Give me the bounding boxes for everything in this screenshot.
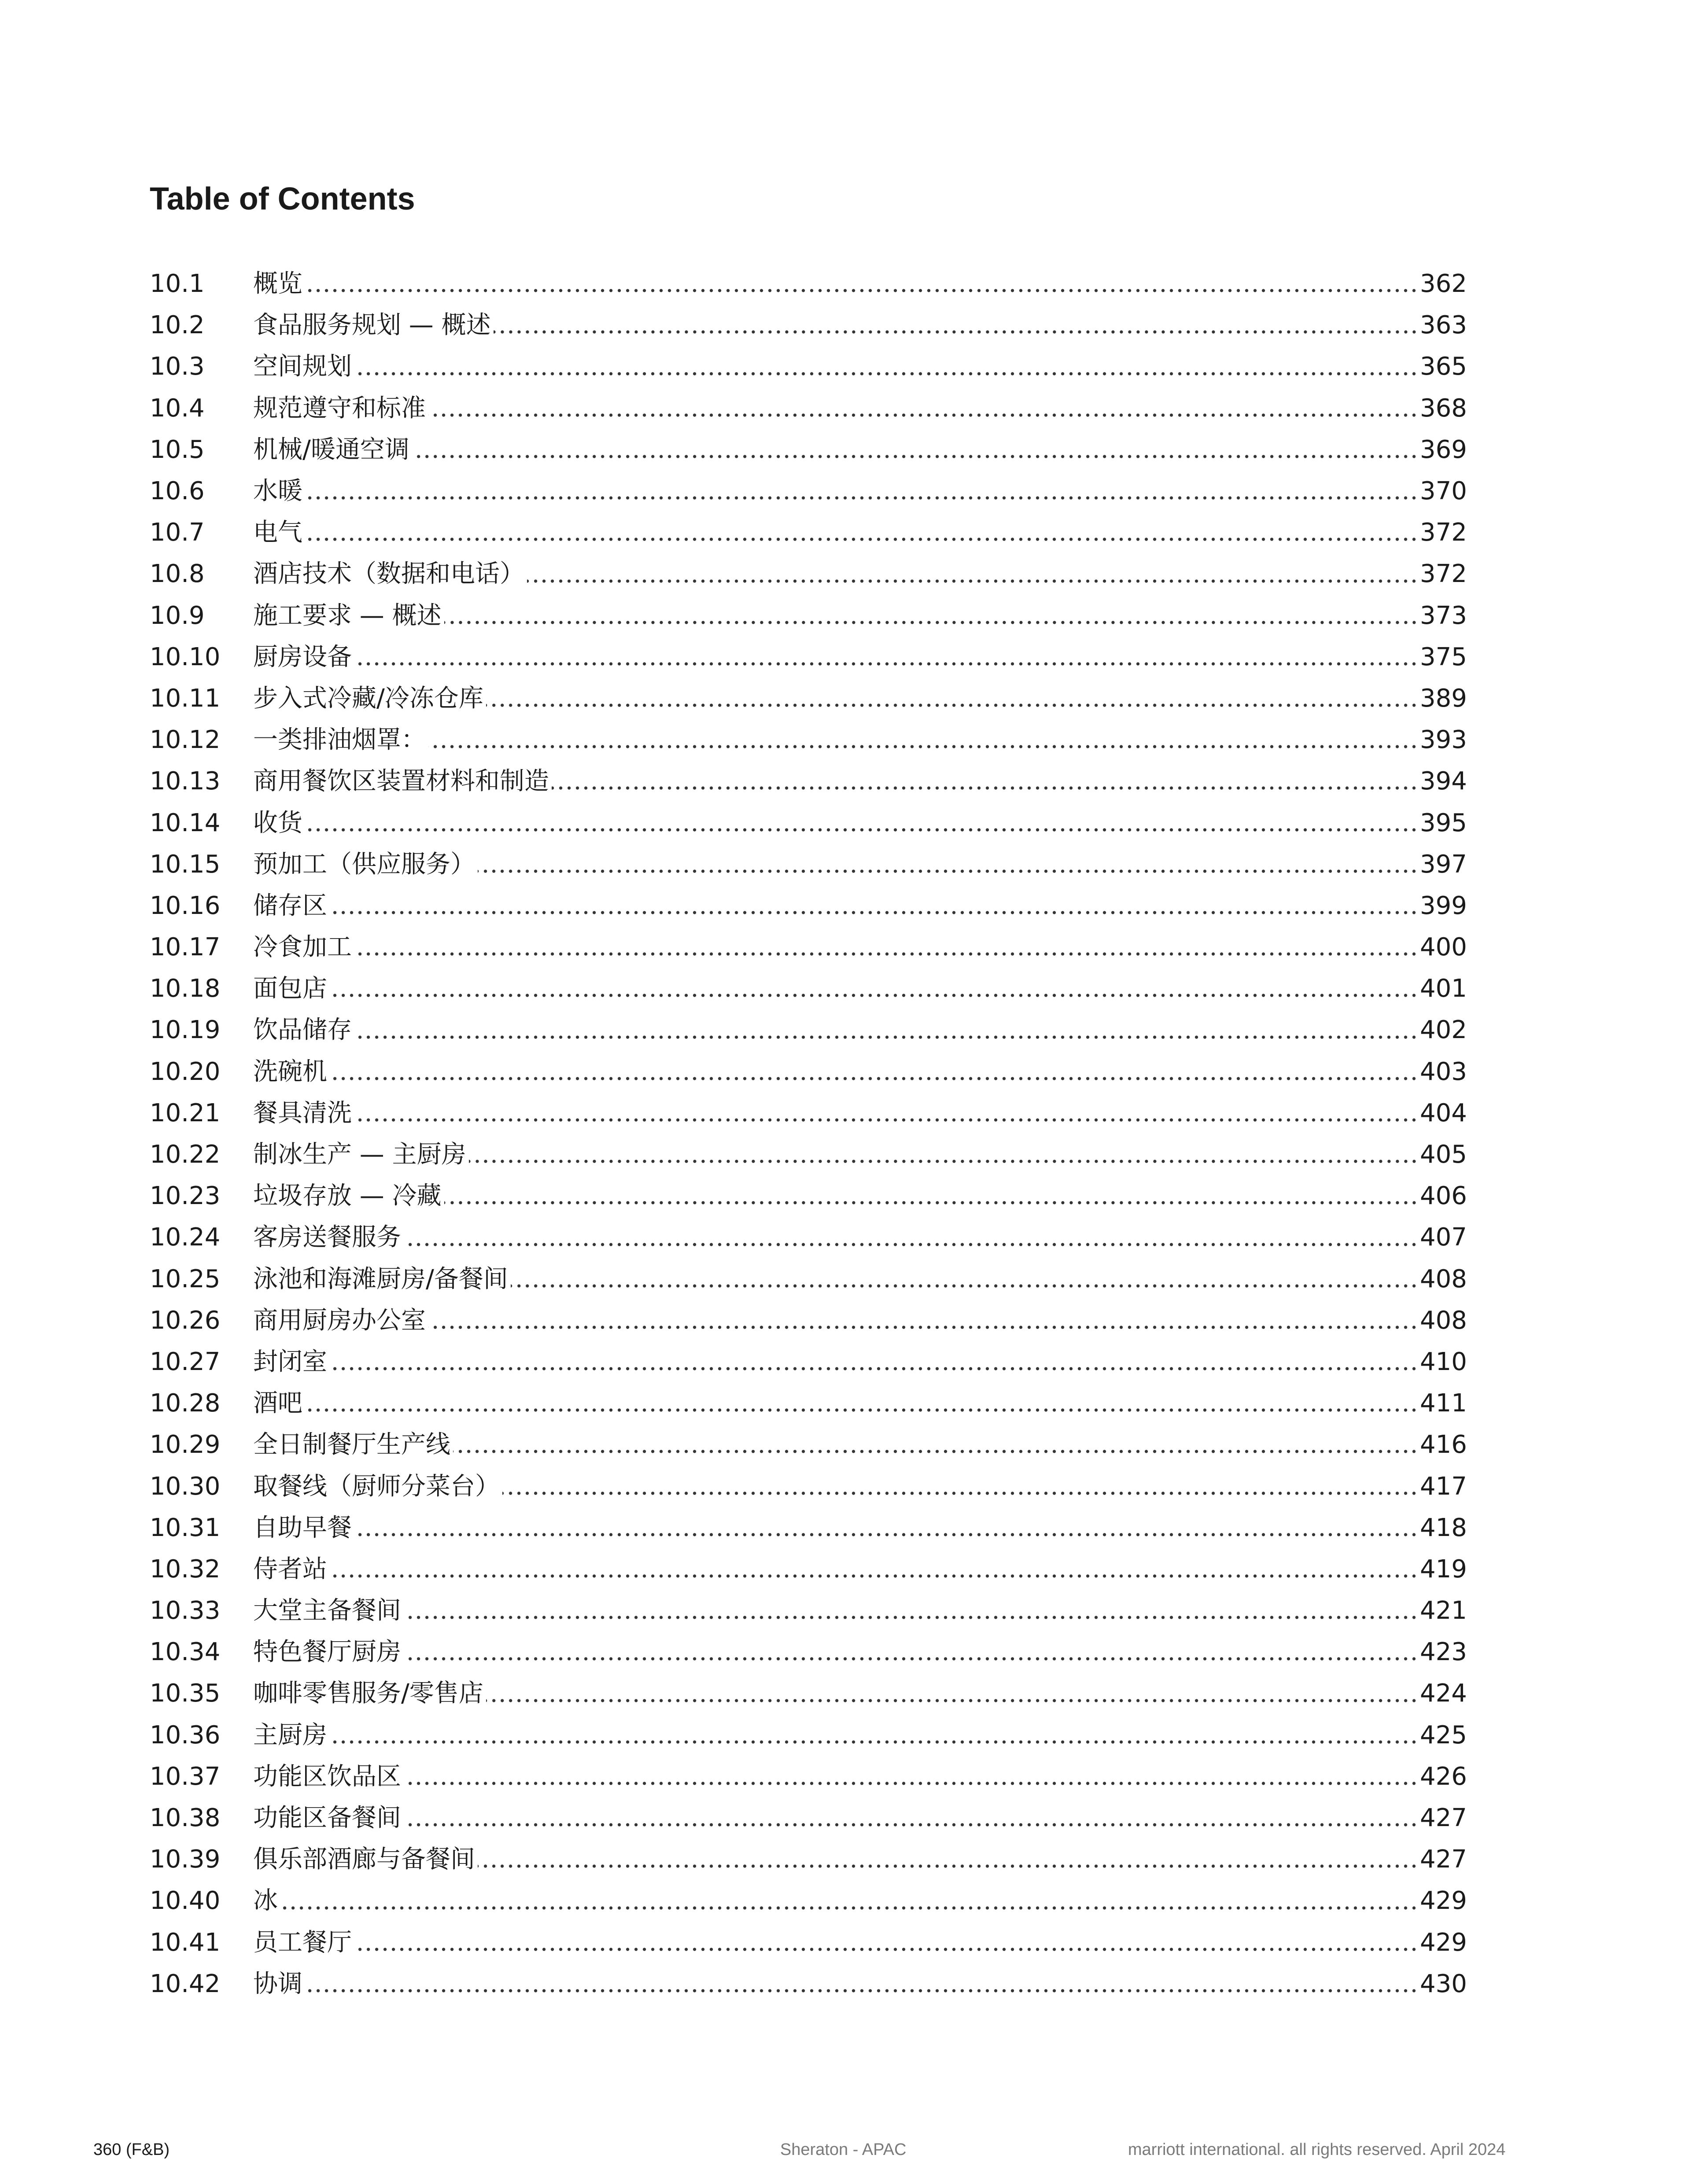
toc-entry-label: 餐具清洗 bbox=[253, 1098, 352, 1127]
toc-entry-page: 425 bbox=[1420, 1720, 1467, 1749]
dot-leader bbox=[486, 1698, 1418, 1703]
toc-entry-number: 10.39 bbox=[150, 1845, 221, 1874]
toc-entry-number: 10.16 bbox=[150, 891, 221, 920]
dot-leader bbox=[486, 703, 1418, 708]
toc-entry[interactable] bbox=[150, 346, 1467, 387]
dot-leader bbox=[354, 1035, 1418, 1040]
toc-entry-label: 垃圾存放 — 冷藏 bbox=[253, 1182, 442, 1211]
toc-entry-label: 全日制餐厅生产线 bbox=[253, 1430, 450, 1459]
toc-entry-label: 机械/暖通空调 bbox=[253, 435, 409, 464]
toc-entry-number: 10.7 bbox=[150, 518, 205, 547]
toc-entry-page: 363 bbox=[1420, 311, 1467, 340]
toc-entry-label: 咖啡零售服务/零售店 bbox=[253, 1679, 483, 1708]
toc-entry-label: 商用厨房办公室 bbox=[253, 1306, 426, 1335]
toc-entry-page: 418 bbox=[1420, 1513, 1467, 1542]
dot-leader bbox=[404, 1656, 1418, 1661]
toc-entry-number: 10.30 bbox=[150, 1472, 221, 1501]
toc-entry-label: 储存区 bbox=[253, 891, 327, 920]
toc-entry[interactable] bbox=[150, 1756, 1467, 1797]
toc-entry-label: 规范遵守和标准 bbox=[253, 394, 426, 423]
toc-entry-number: 10.37 bbox=[150, 1762, 221, 1791]
toc-entry-page: 401 bbox=[1420, 974, 1467, 1003]
toc-entry-number: 10.10 bbox=[150, 642, 221, 671]
toc-entry-label: 功能区饮品区 bbox=[253, 1762, 401, 1791]
dot-leader bbox=[404, 1615, 1418, 1620]
toc-entry[interactable] bbox=[150, 885, 1467, 927]
dot-leader bbox=[412, 454, 1418, 459]
toc-entry[interactable] bbox=[150, 1217, 1467, 1258]
toc-entry-page: 417 bbox=[1420, 1472, 1467, 1501]
toc-entry[interactable] bbox=[150, 844, 1467, 885]
toc-entry-number: 10.3 bbox=[150, 352, 205, 381]
toc-entry[interactable] bbox=[150, 1922, 1467, 1963]
toc-entry-label: 冰 bbox=[253, 1886, 278, 1915]
dot-leader bbox=[404, 1822, 1418, 1827]
toc-entry-number: 10.33 bbox=[150, 1596, 221, 1625]
toc-entry-number: 10.19 bbox=[150, 1016, 221, 1045]
toc-entry[interactable] bbox=[150, 719, 1467, 761]
dot-leader bbox=[428, 1325, 1418, 1330]
toc-entry-page: 424 bbox=[1420, 1679, 1467, 1708]
toc-entry-number: 10.32 bbox=[150, 1554, 221, 1584]
toc-entry-label: 一类排油烟罩： bbox=[253, 726, 426, 755]
toc-entry-page: 410 bbox=[1420, 1347, 1467, 1376]
toc-entry-page: 368 bbox=[1420, 394, 1467, 423]
dot-leader bbox=[330, 1366, 1418, 1371]
dot-leader bbox=[478, 1864, 1418, 1869]
toc-entry-page: 429 bbox=[1420, 1886, 1467, 1915]
toc-entry-page: 405 bbox=[1420, 1140, 1467, 1169]
toc-entry-page: 399 bbox=[1420, 891, 1467, 920]
toc-entry[interactable] bbox=[150, 1009, 1467, 1051]
dot-leader bbox=[305, 495, 1418, 501]
toc-entry-page: 400 bbox=[1420, 933, 1467, 962]
toc-entry[interactable] bbox=[150, 1839, 1467, 1880]
toc-entry-number: 10.6 bbox=[150, 477, 205, 506]
toc-entry-label: 功能区备餐间 bbox=[253, 1804, 401, 1833]
toc-entry-number: 10.29 bbox=[150, 1430, 221, 1459]
dot-leader bbox=[511, 1283, 1418, 1289]
toc-entry-number: 10.31 bbox=[150, 1513, 221, 1542]
toc-entry[interactable] bbox=[150, 553, 1467, 595]
toc-entry-page: 423 bbox=[1420, 1638, 1467, 1667]
dot-leader bbox=[354, 1947, 1418, 1952]
toc-entry[interactable] bbox=[150, 1175, 1467, 1217]
toc-entry-label: 自助早餐 bbox=[253, 1513, 352, 1542]
toc-entry-label: 预加工（供应服务） bbox=[253, 850, 475, 879]
toc-entry-page: 372 bbox=[1420, 560, 1467, 589]
toc-entry-label: 酒店技术（数据和电话） bbox=[253, 560, 524, 589]
dot-leader bbox=[494, 329, 1419, 335]
toc-entry-number: 10.20 bbox=[150, 1057, 221, 1086]
toc-entry-number: 10.8 bbox=[150, 560, 205, 589]
toc-entry[interactable] bbox=[150, 637, 1467, 678]
toc-entry-number: 10.40 bbox=[150, 1886, 221, 1915]
toc-entry[interactable] bbox=[150, 1590, 1467, 1632]
toc-entry-label: 电气 bbox=[253, 518, 302, 547]
dot-leader bbox=[305, 1407, 1418, 1413]
toc-entry-page: 397 bbox=[1420, 850, 1467, 879]
dot-leader bbox=[330, 1076, 1418, 1081]
toc-entry-page: 427 bbox=[1420, 1804, 1467, 1833]
dot-leader bbox=[404, 1242, 1418, 1247]
toc-entry-number: 10.14 bbox=[150, 808, 221, 837]
toc-entry[interactable] bbox=[150, 1466, 1467, 1507]
toc-entry-page: 427 bbox=[1420, 1845, 1467, 1874]
toc-entry-label: 特色餐厅厨房 bbox=[253, 1638, 401, 1667]
dot-leader bbox=[305, 827, 1418, 832]
toc-entry[interactable] bbox=[150, 927, 1467, 968]
toc-entry-label: 厨房设备 bbox=[253, 642, 352, 671]
toc-entry-page: 393 bbox=[1420, 726, 1467, 755]
toc-entry-label: 空间规划 bbox=[253, 352, 352, 381]
toc-entry-number: 10.11 bbox=[150, 684, 221, 713]
toc-entry[interactable] bbox=[150, 1424, 1467, 1466]
toc-entry-number: 10.23 bbox=[150, 1182, 221, 1211]
toc-entry[interactable] bbox=[150, 1715, 1467, 1756]
dot-leader bbox=[354, 1532, 1418, 1537]
dot-leader bbox=[428, 412, 1418, 418]
toc-entry-page: 394 bbox=[1420, 767, 1467, 796]
dot-leader bbox=[305, 537, 1418, 542]
dot-leader bbox=[354, 1117, 1418, 1123]
toc-entry-number: 10.34 bbox=[150, 1638, 221, 1667]
toc-entry-label: 步入式冷藏/冷冻仓库 bbox=[253, 684, 483, 713]
toc-entry-number: 10.17 bbox=[150, 933, 221, 962]
dot-leader bbox=[330, 1739, 1418, 1745]
toc-entry-number: 10.15 bbox=[150, 850, 221, 879]
toc-entry-number: 10.18 bbox=[150, 974, 221, 1003]
dot-leader bbox=[444, 620, 1419, 625]
toc-entry[interactable] bbox=[150, 1549, 1467, 1590]
footer-copyright: marriott international. all rights reserved. April 2024 bbox=[1128, 2140, 1506, 2159]
toc-entry-number: 10.36 bbox=[150, 1720, 221, 1749]
toc-entry[interactable] bbox=[150, 1673, 1467, 1714]
toc-entry-page: 426 bbox=[1420, 1762, 1467, 1791]
toc-entry[interactable] bbox=[150, 1963, 1467, 2005]
toc-entry[interactable] bbox=[150, 1797, 1467, 1839]
page-title: Table of Contents bbox=[150, 181, 415, 217]
dot-leader bbox=[502, 1491, 1418, 1496]
toc-entry-page: 372 bbox=[1420, 518, 1467, 547]
dot-leader bbox=[469, 1159, 1419, 1164]
toc-entry-page: 419 bbox=[1420, 1554, 1467, 1584]
toc-entry-page: 389 bbox=[1420, 684, 1467, 713]
toc-entry-number: 10.35 bbox=[150, 1679, 221, 1708]
toc-entry[interactable] bbox=[150, 471, 1467, 512]
dot-leader bbox=[444, 1200, 1419, 1205]
toc-entry-number: 10.41 bbox=[150, 1928, 221, 1957]
toc-entry-number: 10.27 bbox=[150, 1347, 221, 1376]
toc-entry-page: 406 bbox=[1420, 1182, 1467, 1211]
toc-entry[interactable] bbox=[150, 388, 1467, 429]
toc-list bbox=[150, 263, 1467, 2005]
dot-leader bbox=[404, 1781, 1418, 1786]
toc-entry[interactable] bbox=[150, 1051, 1467, 1093]
toc-entry[interactable] bbox=[150, 1383, 1467, 1424]
dot-leader bbox=[527, 578, 1418, 584]
toc-entry[interactable] bbox=[150, 678, 1467, 719]
toc-entry-label: 侍者站 bbox=[253, 1554, 327, 1584]
dot-leader bbox=[453, 1449, 1418, 1454]
toc-entry-number: 10.9 bbox=[150, 601, 205, 630]
toc-entry-label: 洗碗机 bbox=[253, 1057, 327, 1086]
toc-entry-label: 概览 bbox=[253, 269, 302, 298]
toc-entry-page: 370 bbox=[1420, 477, 1467, 506]
dot-leader bbox=[305, 1988, 1418, 1993]
toc-entry-label: 酒吧 bbox=[253, 1389, 302, 1418]
toc-entry-label: 协调 bbox=[253, 1969, 302, 1998]
toc-entry-label: 商用餐饮区装置材料和制造 bbox=[253, 767, 549, 796]
toc-entry-page: 403 bbox=[1420, 1057, 1467, 1086]
toc-entry-label: 俱乐部酒廊与备餐间 bbox=[253, 1845, 475, 1874]
toc-entry-page: 395 bbox=[1420, 808, 1467, 837]
dot-leader bbox=[354, 951, 1418, 957]
toc-entry[interactable] bbox=[150, 1507, 1467, 1549]
toc-entry-number: 10.22 bbox=[150, 1140, 221, 1169]
toc-entry-page: 373 bbox=[1420, 601, 1467, 630]
footer-brand: Sheraton - APAC bbox=[780, 2140, 907, 2159]
toc-entry[interactable] bbox=[150, 761, 1467, 802]
toc-entry[interactable] bbox=[150, 1093, 1467, 1134]
toc-entry-label: 主厨房 bbox=[253, 1720, 327, 1749]
toc-entry-page: 408 bbox=[1420, 1306, 1467, 1335]
toc-entry[interactable] bbox=[150, 595, 1467, 637]
toc-entry-label: 饮品储存 bbox=[253, 1016, 352, 1045]
dot-leader bbox=[354, 661, 1418, 667]
footer-page-number: 360 (F&B) bbox=[93, 2140, 170, 2159]
toc-entry-label: 面包店 bbox=[253, 974, 327, 1003]
dot-leader bbox=[478, 869, 1418, 874]
toc-entry-label: 客房送餐服务 bbox=[253, 1223, 401, 1252]
toc-entry-label: 食品服务规划 — 概述 bbox=[253, 311, 491, 340]
toc-entry[interactable] bbox=[150, 1134, 1467, 1175]
toc-entry-page: 411 bbox=[1420, 1389, 1467, 1418]
toc-entry-number: 10.28 bbox=[150, 1389, 221, 1418]
toc-entry[interactable] bbox=[150, 512, 1467, 553]
toc-entry-page: 402 bbox=[1420, 1016, 1467, 1045]
dot-leader bbox=[280, 1905, 1418, 1911]
toc-entry[interactable] bbox=[150, 1300, 1467, 1341]
dot-leader bbox=[354, 371, 1418, 376]
toc-entry-label: 封闭室 bbox=[253, 1347, 327, 1376]
toc-entry-page: 421 bbox=[1420, 1596, 1467, 1625]
toc-entry-label: 水暖 bbox=[253, 477, 302, 506]
toc-entry[interactable] bbox=[150, 305, 1467, 346]
toc-entry[interactable] bbox=[150, 1880, 1467, 1922]
toc-entry-page: 430 bbox=[1420, 1969, 1467, 1998]
toc-entry-label: 取餐线（厨师分菜台） bbox=[253, 1472, 500, 1501]
toc-entry[interactable] bbox=[150, 802, 1467, 843]
dot-leader bbox=[428, 744, 1418, 749]
toc-entry-page: 416 bbox=[1420, 1430, 1467, 1459]
toc-entry-page: 408 bbox=[1420, 1264, 1467, 1293]
toc-entry[interactable] bbox=[150, 968, 1467, 1009]
toc-entry-number: 10.42 bbox=[150, 1969, 221, 1998]
toc-entry-label: 员工餐厅 bbox=[253, 1928, 352, 1957]
toc-entry-page: 362 bbox=[1420, 269, 1467, 298]
toc-entry-number: 10.1 bbox=[150, 269, 205, 298]
toc-entry-page: 407 bbox=[1420, 1223, 1467, 1252]
toc-entry-label: 施工要求 — 概述 bbox=[253, 601, 442, 630]
toc-entry-label: 制冰生产 — 主厨房 bbox=[253, 1140, 466, 1169]
dot-leader bbox=[330, 1573, 1418, 1579]
dot-leader bbox=[552, 785, 1418, 791]
toc-entry-page: 404 bbox=[1420, 1098, 1467, 1127]
toc-entry[interactable] bbox=[150, 263, 1467, 305]
dot-leader bbox=[330, 993, 1418, 998]
toc-entry-label: 大堂主备餐间 bbox=[253, 1596, 401, 1625]
toc-entry-page: 429 bbox=[1420, 1928, 1467, 1957]
toc-entry-number: 10.4 bbox=[150, 394, 205, 423]
toc-entry-number: 10.12 bbox=[150, 726, 221, 755]
toc-entry-number: 10.21 bbox=[150, 1098, 221, 1127]
toc-entry-number: 10.38 bbox=[150, 1804, 221, 1833]
toc-entry-page: 375 bbox=[1420, 642, 1467, 671]
toc-entry-label: 收货 bbox=[253, 808, 302, 837]
toc-entry-number: 10.13 bbox=[150, 767, 221, 796]
toc-entry[interactable] bbox=[150, 429, 1467, 471]
dot-leader bbox=[330, 910, 1418, 915]
toc-entry-label: 泳池和海滩厨房/备餐间 bbox=[253, 1264, 508, 1293]
toc-entry[interactable] bbox=[150, 1259, 1467, 1300]
toc-entry-page: 365 bbox=[1420, 352, 1467, 381]
toc-entry-number: 10.25 bbox=[150, 1264, 221, 1293]
toc-entry-number: 10.5 bbox=[150, 435, 205, 464]
toc-entry-number: 10.24 bbox=[150, 1223, 221, 1252]
dot-leader bbox=[305, 288, 1418, 293]
toc-entry-label: 冷食加工 bbox=[253, 933, 352, 962]
toc-entry-number: 10.2 bbox=[150, 311, 205, 340]
toc-entry[interactable] bbox=[150, 1632, 1467, 1673]
toc-entry-page: 369 bbox=[1420, 435, 1467, 464]
toc-entry[interactable] bbox=[150, 1341, 1467, 1383]
toc-entry-number: 10.26 bbox=[150, 1306, 221, 1335]
